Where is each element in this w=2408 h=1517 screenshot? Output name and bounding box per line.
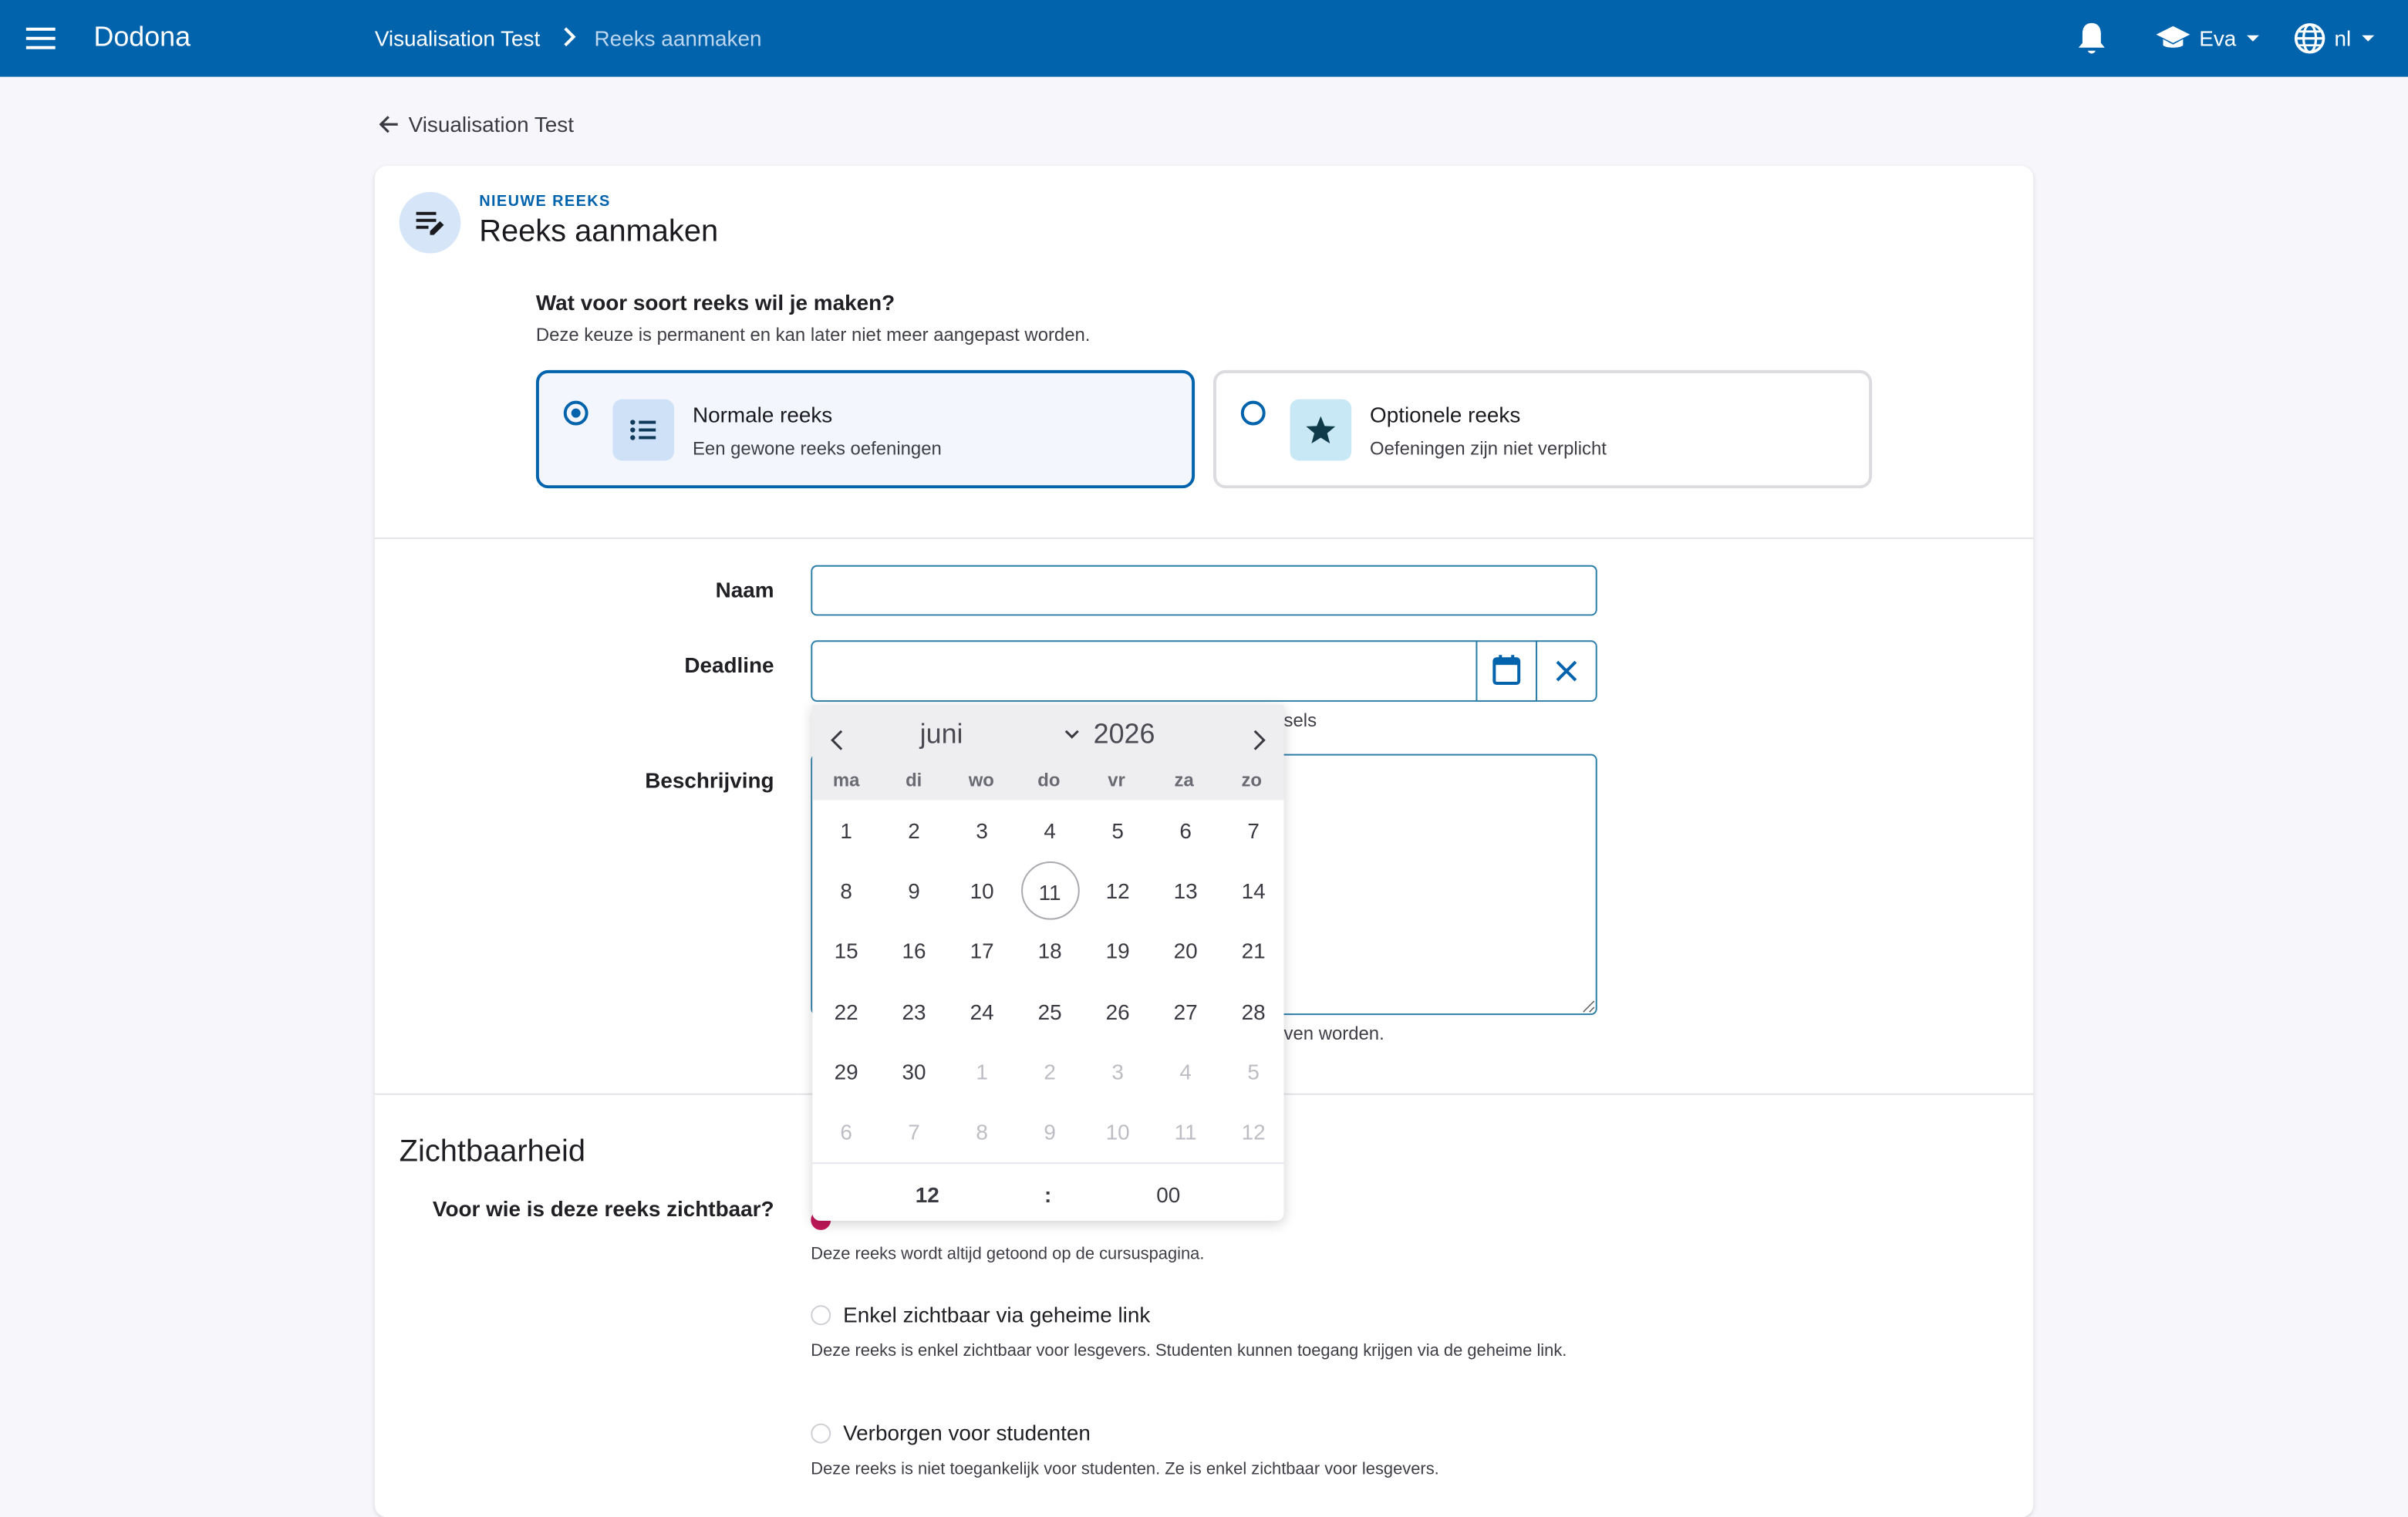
visibility-hidden-help: Deze reeks is niet toegankelijk voor studenten. Ze is enkel zichtbaar voor lesgevers.: [811, 1460, 1439, 1479]
calendar-day[interactable]: 13: [1173, 878, 1198, 904]
series-type-question: Wat voor soort reeks wil je maken?: [535, 290, 895, 315]
star-icon: [1290, 399, 1352, 461]
notifications-bell-icon[interactable]: [2075, 20, 2109, 57]
datepicker-month-select[interactable]: juni: [919, 718, 963, 750]
calendar-day[interactable]: 29: [834, 1059, 858, 1084]
datepicker-header: [812, 705, 1283, 800]
calendar-day[interactable]: 16: [902, 939, 926, 964]
chevron-right-icon: [561, 26, 579, 48]
calendar-day-other-month[interactable]: 12: [1241, 1119, 1266, 1144]
calendar-day[interactable]: 18: [1037, 939, 1062, 964]
weekday-label: ma: [832, 769, 860, 791]
calendar-day-other-month[interactable]: 9: [1044, 1119, 1056, 1144]
calendar-day[interactable]: 19: [1105, 939, 1130, 964]
calendar-day[interactable]: 20: [1173, 939, 1198, 964]
section-divider: [375, 538, 2033, 539]
user-menu[interactable]: [2155, 22, 2260, 56]
calendar-day[interactable]: 23: [902, 999, 926, 1024]
calendar-day[interactable]: 8: [840, 878, 852, 904]
calendar-day[interactable]: 6: [1179, 818, 1192, 844]
weekday-label: wo: [968, 769, 994, 791]
graduation-cap-icon: [2155, 25, 2192, 52]
calendar-day[interactable]: 30: [902, 1059, 926, 1084]
menu-icon[interactable]: [25, 23, 57, 54]
edit-note-icon: [400, 192, 461, 254]
calendar-day[interactable]: 4: [1044, 818, 1056, 844]
calendar-day-other-month[interactable]: 7: [908, 1119, 920, 1144]
calendar-day-other-month[interactable]: 10: [1105, 1119, 1130, 1144]
calendar-day-other-month[interactable]: 11: [1174, 1119, 1197, 1144]
language-menu[interactable]: [2293, 20, 2374, 57]
calendar-day-other-month[interactable]: 5: [1247, 1059, 1260, 1084]
calendar-day-other-month[interactable]: 4: [1179, 1059, 1192, 1084]
close-icon: [1537, 642, 1596, 700]
datepicker-minute-input[interactable]: 00: [1156, 1182, 1181, 1208]
option-normal-series[interactable]: [536, 370, 1195, 488]
calendar-day[interactable]: 14: [1241, 878, 1266, 904]
calendar-icon: [1477, 642, 1536, 700]
chevron-down-icon: [1064, 728, 1080, 740]
calendar-day[interactable]: 7: [1247, 818, 1260, 844]
calendar-button[interactable]: [1475, 640, 1537, 702]
calendar-day-other-month[interactable]: 3: [1111, 1059, 1124, 1084]
calendar-day[interactable]: 5: [1111, 818, 1124, 844]
weekday-label: do: [1037, 769, 1061, 791]
calendar-day[interactable]: 2: [908, 818, 920, 844]
datepicker-popup: [812, 705, 1283, 1221]
weekday-label: zo: [1241, 769, 1263, 791]
chevron-left-icon[interactable]: [828, 728, 849, 753]
arrow-left-icon: [378, 113, 400, 135]
visibility-question: Voor wie is deze reeks zichtbaar?: [432, 1196, 774, 1221]
calendar-day[interactable]: 22: [834, 999, 858, 1024]
calendar-day-other-month[interactable]: 2: [1044, 1059, 1056, 1084]
calendar-day[interactable]: 3: [976, 818, 988, 844]
series-type-subtitle: Deze keuze is permanent en kan later niet meer aangepast worden.: [535, 324, 1091, 346]
calendar-day-other-month[interactable]: 1: [976, 1059, 988, 1084]
radio-unselected[interactable]: [1241, 401, 1266, 426]
calendar-day[interactable]: 10: [970, 878, 994, 904]
datepicker-hour-input[interactable]: 12: [915, 1182, 939, 1208]
user-name: Eva: [2199, 25, 2237, 51]
name-label: Naam: [715, 577, 774, 602]
calendar-day[interactable]: 15: [834, 939, 858, 964]
language-code: nl: [2334, 25, 2352, 51]
back-link-label: Visualisation Test: [408, 112, 575, 137]
option-optional-label: Optionele reeks: [1370, 402, 1521, 427]
caret-down-icon: [2362, 35, 2374, 42]
caret-down-icon: [2247, 35, 2259, 42]
calendar-day[interactable]: 21: [1241, 939, 1266, 964]
top-app-bar: [0, 0, 2408, 77]
visibility-hidden-label[interactable]: Verborgen voor studenten: [843, 1420, 1091, 1445]
name-input[interactable]: [811, 565, 1597, 616]
calendar-day[interactable]: 28: [1241, 999, 1266, 1024]
calendar-day[interactable]: 27: [1173, 999, 1198, 1024]
globe-icon: [2293, 22, 2327, 56]
calendar-day-other-month[interactable]: 8: [976, 1119, 988, 1144]
datepicker-time-separator: :: [1044, 1182, 1052, 1208]
deadline-input[interactable]: [811, 640, 1477, 702]
visibility-secret-link-help: Deze reeks is enkel zichtbaar voor lesgevers. Studenten kunnen toegang krijgen via de geheime link.: [811, 1342, 1567, 1361]
option-optional-description: Oefeningen zijn niet verplicht: [1370, 437, 1607, 460]
chevron-right-icon[interactable]: [1247, 728, 1269, 753]
visibility-radio-secret-link[interactable]: [811, 1305, 831, 1325]
deadline-help-text: sels: [1283, 709, 1317, 731]
page-title: Reeks aanmaken: [479, 214, 719, 249]
option-normal-label: Normale reeks: [692, 402, 833, 427]
card-overline: NIEUWE REEKS: [479, 193, 611, 211]
weekday-label: di: [906, 769, 922, 791]
calendar-day[interactable]: 25: [1037, 999, 1062, 1024]
weekday-label: vr: [1108, 769, 1125, 791]
app-brand[interactable]: Dodona: [93, 21, 191, 52]
visibility-visible-help: Deze reeks wordt altijd getoond op de cursuspagina.: [811, 1245, 1205, 1264]
calendar-day[interactable]: 24: [970, 999, 994, 1024]
calendar-day[interactable]: 12: [1105, 878, 1130, 904]
visibility-radio-hidden[interactable]: [811, 1424, 831, 1444]
calendar-day[interactable]: 26: [1105, 999, 1130, 1024]
list-icon: [612, 399, 674, 461]
datepicker-time-divider: [812, 1162, 1283, 1164]
breadcrumb-course[interactable]: Visualisation Test: [374, 25, 541, 51]
back-link[interactable]: [378, 110, 574, 138]
visibility-secret-link-label[interactable]: Enkel zichtbaar via geheime link: [843, 1302, 1151, 1327]
option-optional-series[interactable]: [1213, 370, 1872, 488]
breadcrumb-current: Reeks aanmaken: [594, 25, 762, 51]
description-label: Beschrijving: [645, 767, 774, 793]
clear-deadline-button[interactable]: [1536, 640, 1597, 702]
calendar-day[interactable]: 17: [970, 939, 994, 964]
description-help-text: ven worden.: [1283, 1023, 1384, 1044]
calendar-day[interactable]: 11: [1020, 861, 1079, 920]
weekday-label: za: [1174, 769, 1194, 791]
deadline-label: Deadline: [684, 652, 774, 678]
calendar-day[interactable]: 1: [840, 818, 852, 844]
calendar-day[interactable]: 9: [908, 878, 920, 904]
visibility-section-title: Zichtbaarheid: [399, 1134, 585, 1169]
radio-selected[interactable]: [564, 401, 589, 426]
option-normal-description: Een gewone reeks oefeningen: [692, 437, 942, 460]
datepicker-year-input[interactable]: 2026: [1093, 718, 1155, 750]
calendar-day-other-month[interactable]: 6: [840, 1119, 852, 1144]
